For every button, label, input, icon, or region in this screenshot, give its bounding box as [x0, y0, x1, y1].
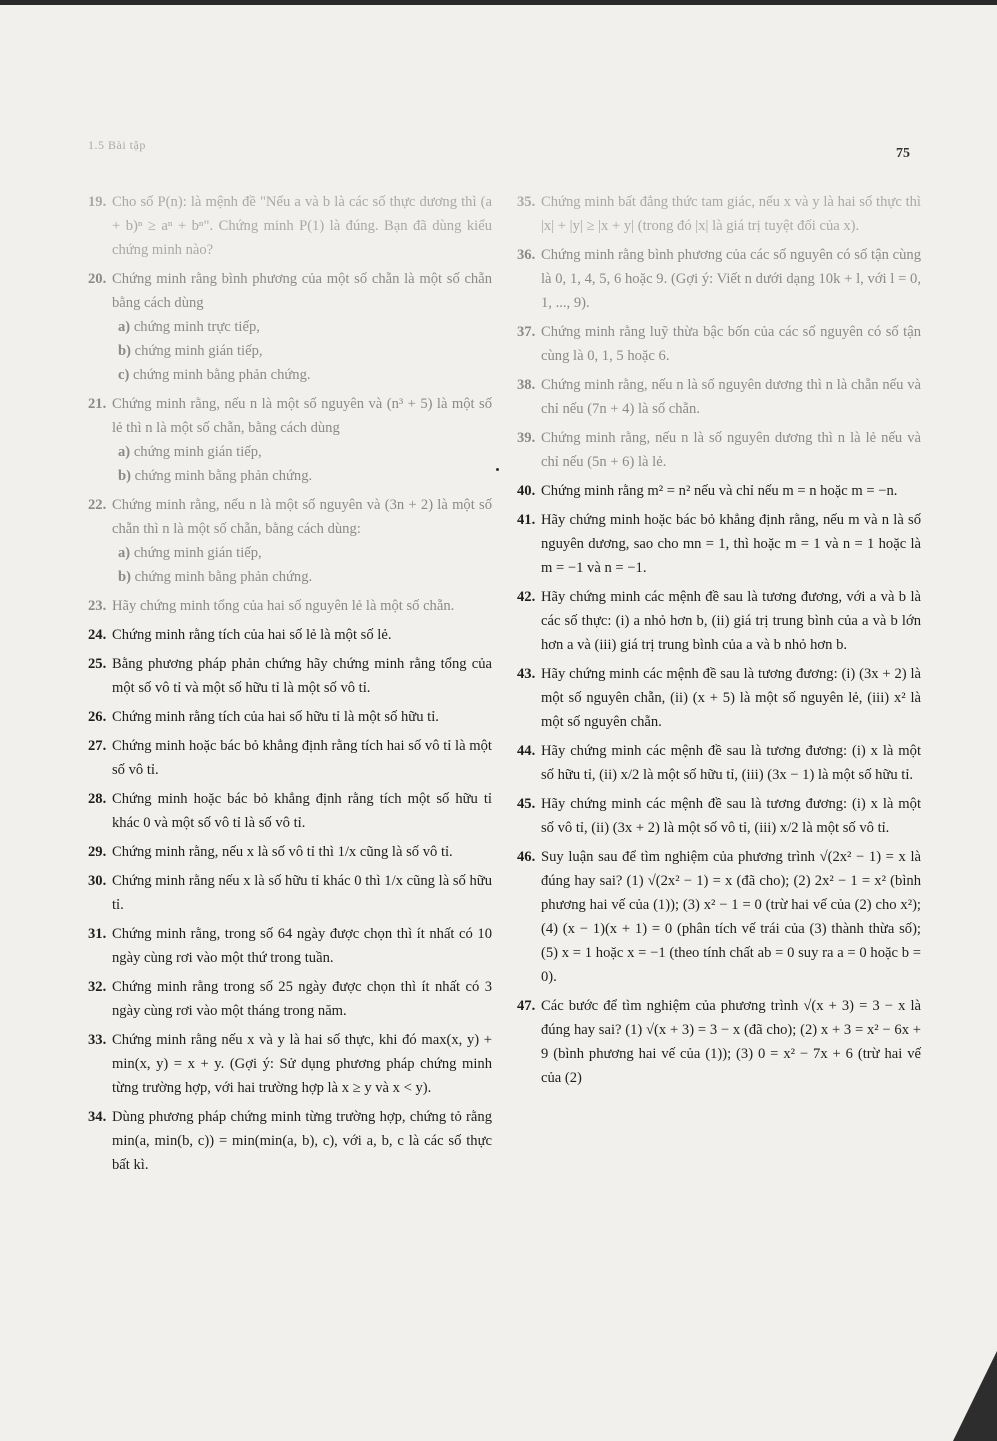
subitem-text: chứng minh trực tiếp,: [133, 319, 260, 335]
subitem-text: chứng minh gián tiếp,: [134, 343, 263, 359]
exercise-number: 28.: [88, 791, 107, 807]
exercise-46: [517, 845, 921, 989]
exercise-29: [88, 840, 492, 864]
exercise-26: [88, 705, 492, 729]
exercise-number: 35.: [517, 194, 536, 210]
exercise-text: Chứng minh rằng luỹ thừa bậc bốn của các số nguyên có số tận cùng là 0, 1, 5 hoặc 6.: [541, 324, 921, 364]
exercise-text: Cho số P(n): là mệnh đề "Nếu a và b là các số thực dương thì (a + b)ⁿ ≥ aⁿ + bⁿ". Chứng minh P(1) là đúng. Bạn đã dùng kiểu chứng minh nào?: [112, 194, 492, 258]
top-border: [0, 0, 997, 5]
exercise-39: [517, 426, 921, 474]
subitem-label: a): [118, 319, 131, 335]
subitem-text: chứng minh bằng phản chứng.: [134, 569, 313, 585]
exercise-subitem: [112, 339, 492, 363]
exercise-number: 34.: [88, 1109, 107, 1125]
exercise-24: [88, 623, 492, 647]
exercise-number: 47.: [517, 998, 536, 1014]
exercise-38: [517, 373, 921, 421]
exercise-subitem: [112, 541, 492, 565]
exercise-subitem: [112, 565, 492, 589]
exercise-37: [517, 320, 921, 368]
subitem-label: b): [118, 343, 131, 359]
exercise-text: Dùng phương pháp chứng minh từng trường hợp, chứng tỏ rằng min(a, min(b, c)) = min(min(a, b), c), với a, b, c là các số thực bất kì.: [112, 1109, 492, 1173]
exercise-number: 37.: [517, 324, 536, 340]
exercise-text: Hãy chứng minh hoặc bác bỏ khẳng định rằng, nếu m và n là số nguyên dương, sao cho mn = 1, thì hoặc m = 1 và n = 1 hoặc là m = −1 và n = −1.: [541, 512, 921, 576]
exercise-text: Chứng minh rằng nếu x là số hữu tỉ khác 0 thì 1/x cũng là số hữu tỉ.: [112, 873, 492, 913]
exercise-number: 43.: [517, 666, 536, 682]
exercise-40: [517, 479, 921, 503]
exercise-number: 46.: [517, 849, 536, 865]
exercise-47: [517, 994, 921, 1090]
exercise-number: 45.: [517, 796, 536, 812]
exercise-number: 31.: [88, 926, 107, 942]
exercise-number: 20.: [88, 271, 107, 287]
exercise-28: [88, 787, 492, 835]
subitem-text: chứng minh gián tiếp,: [133, 444, 262, 460]
exercise-22: [88, 493, 492, 589]
exercise-text: Hãy chứng minh các mệnh đề sau là tương đương, với a và b là các số thực: (i) a nhỏ hơn b, (ii) giá trị trung bình của a và b lớn hơn a và (iii) giá trị trung bình của a và b nhỏ hơn b.: [541, 589, 921, 653]
exercise-21: [88, 392, 492, 488]
right-column: [517, 190, 921, 1095]
exercise-number: 44.: [517, 743, 536, 759]
exercise-text: Hãy chứng minh tổng của hai số nguyên lẻ là một số chẵn.: [112, 598, 455, 614]
subitem-label: b): [118, 569, 131, 585]
exercise-30: [88, 869, 492, 917]
exercise-subitem: [112, 440, 492, 464]
exercise-text: Chứng minh hoặc bác bỏ khẳng định rằng tích một số hữu tỉ khác 0 và một số vô tỉ là số vô tỉ.: [112, 791, 492, 831]
exercise-text: Hãy chứng minh các mệnh đề sau là tương đương: (i) (3x + 2) là một số nguyên chẵn, (ii) (x + 5) là một số nguyên lẻ, (iii) x² là một số nguyên chẵn.: [541, 666, 921, 730]
subitem-text: chứng minh bằng phản chứng.: [133, 367, 311, 383]
subitem-label: c): [118, 367, 130, 383]
exercise-text: Chứng minh bất đẳng thức tam giác, nếu x và y là hai số thực thì |x| + |y| ≥ |x + y| (trong đó |x| là giá trị tuyệt đối của x).: [541, 194, 921, 234]
exercise-number: 32.: [88, 979, 107, 995]
subitem-text: chứng minh bằng phản chứng.: [134, 468, 313, 484]
exercise-number: 33.: [88, 1032, 107, 1048]
exercise-text: Chứng minh rằng tích của hai số hữu tỉ là một số hữu tỉ.: [112, 709, 439, 725]
exercise-45: [517, 792, 921, 840]
exercise-41: [517, 508, 921, 580]
exercise-number: 21.: [88, 396, 107, 412]
subitem-label: a): [118, 444, 131, 460]
exercise-19: [88, 190, 492, 262]
exercise-number: 22.: [88, 497, 107, 513]
exercise-23: [88, 594, 492, 618]
margin-dot: [496, 468, 499, 471]
exercise-number: 39.: [517, 430, 536, 446]
subitem-label: a): [118, 545, 131, 561]
exercise-text: Suy luận sau để tìm nghiệm của phương trình √(2x² − 1) = x là đúng hay sai? (1) √(2x² − 1) = x (đã cho); (2) 2x² − 1 = x² (bình phương hai vế của (1)); (3) x² − 1 = 0 (trừ hai vế của (2) cho x²); (4) (x − 1)(x + 1) = 0 (phân tích vế trái của (3) thành thừa số); (5) x = 1 hoặc x = −1 (theo tính chất ab = 0 suy ra a = 0 hoặc b = 0).: [541, 849, 921, 985]
exercise-subitem: [112, 464, 492, 488]
exercise-27: [88, 734, 492, 782]
exercise-number: 30.: [88, 873, 107, 889]
exercise-44: [517, 739, 921, 787]
exercise-text: Chứng minh rằng trong số 25 ngày được chọn thì ít nhất có 3 ngày cùng rơi vào một tháng trong năm.: [112, 979, 492, 1019]
exercise-text: Chứng minh rằng nếu x và y là hai số thực, khi đó max(x, y) + min(x, y) = x + y. (Gợi ý: Sử dụng phương pháp chứng minh từng trường hợp, với hai trường hợp là x ≥ y và x < y).: [112, 1032, 492, 1096]
exercise-text: Hãy chứng minh các mệnh đề sau là tương đương: (i) x là một số vô tỉ, (ii) (3x + 2) là một số vô tỉ, (iii) x/2 là một số vô tỉ.: [541, 796, 921, 836]
exercise-35: [517, 190, 921, 238]
exercise-number: 24.: [88, 627, 107, 643]
exercise-number: 19.: [88, 194, 107, 210]
exercise-text: Chứng minh rằng bình phương của một số chẵn là một số chẵn bằng cách dùng: [112, 271, 492, 311]
exercise-text: Chứng minh rằng bình phương của các số nguyên có số tận cùng là 0, 1, 4, 5, 6 hoặc 9. (Gợi ý: Viết n dưới dạng 10k + l, với l = 0, 1, ..., 9).: [541, 247, 921, 311]
subitem-label: b): [118, 468, 131, 484]
exercise-number: 27.: [88, 738, 107, 754]
exercise-text: Các bước để tìm nghiệm của phương trình √(x + 3) = 3 − x là đúng hay sai? (1) √(x + 3) = 3 − x (đã cho); (2) x + 3 = x² − 6x + 9 (bình phương hai vế của (1)); (3) 0 = x² − 7x + 6 (trừ hai vế của (2): [541, 998, 921, 1086]
exercise-36: [517, 243, 921, 315]
exercise-text: Bằng phương pháp phản chứng hãy chứng minh rằng tổng của một số vô tỉ và một số hữu tỉ là một số vô tỉ.: [112, 656, 492, 696]
exercise-number: 26.: [88, 709, 107, 725]
left-column: [88, 190, 492, 1182]
section-header: 1.5 Bài tập: [88, 138, 146, 152]
exercise-subitem: [112, 315, 492, 339]
exercise-text: Chứng minh rằng m² = n² nếu và chỉ nếu m = n hoặc m = −n.: [541, 483, 898, 499]
exercise-text: Hãy chứng minh các mệnh đề sau là tương đương: (i) x là một số hữu tỉ, (ii) x/2 là một số hữu tỉ, (iii) (3x − 1) là một số hữu tỉ.: [541, 743, 921, 783]
exercise-text: Chứng minh rằng, nếu n là một số nguyên và (n³ + 5) là một số lẻ thì n là một số chẵn, bằng cách dùng: [112, 396, 492, 436]
exercise-number: 23.: [88, 598, 107, 614]
exercise-text: Chứng minh rằng, nếu x là số vô tỉ thì 1/x cũng là số vô tỉ.: [112, 844, 453, 860]
exercise-text: Chứng minh rằng, nếu n là một số nguyên và (3n + 2) là một số chẵn thì n là một số chẵn, bằng cách dùng:: [112, 497, 492, 537]
exercise-number: 36.: [517, 247, 536, 263]
exercise-31: [88, 922, 492, 970]
exercise-number: 41.: [517, 512, 536, 528]
exercise-text: Chứng minh rằng, trong số 64 ngày được chọn thì ít nhất có 10 ngày cùng rơi vào một thứ trong tuần.: [112, 926, 492, 966]
exercise-25: [88, 652, 492, 700]
exercise-subitem: [112, 363, 492, 387]
page-corner-shadow: [953, 1351, 997, 1441]
page-number: 75: [896, 146, 910, 161]
exercise-34: [88, 1105, 492, 1177]
exercise-number: 38.: [517, 377, 536, 393]
exercise-43: [517, 662, 921, 734]
exercise-20: [88, 267, 492, 387]
exercise-42: [517, 585, 921, 657]
exercise-text: Chứng minh rằng, nếu n là số nguyên dương thì n là chẵn nếu và chỉ nếu (7n + 4) là số chẵn.: [541, 377, 921, 417]
exercise-number: 29.: [88, 844, 107, 860]
exercise-text: Chứng minh rằng, nếu n là số nguyên dương thì n là lẻ nếu và chỉ nếu (5n + 6) là lẻ.: [541, 430, 921, 470]
exercise-number: 40.: [517, 483, 536, 499]
subitem-text: chứng minh gián tiếp,: [133, 545, 262, 561]
exercise-number: 25.: [88, 656, 107, 672]
exercise-text: Chứng minh rằng tích của hai số lẻ là một số lẻ.: [112, 627, 392, 643]
exercise-33: [88, 1028, 492, 1100]
exercise-32: [88, 975, 492, 1023]
exercise-text: Chứng minh hoặc bác bỏ khẳng định rằng tích hai số vô tỉ là một số vô tỉ.: [112, 738, 492, 778]
exercise-number: 42.: [517, 589, 536, 605]
